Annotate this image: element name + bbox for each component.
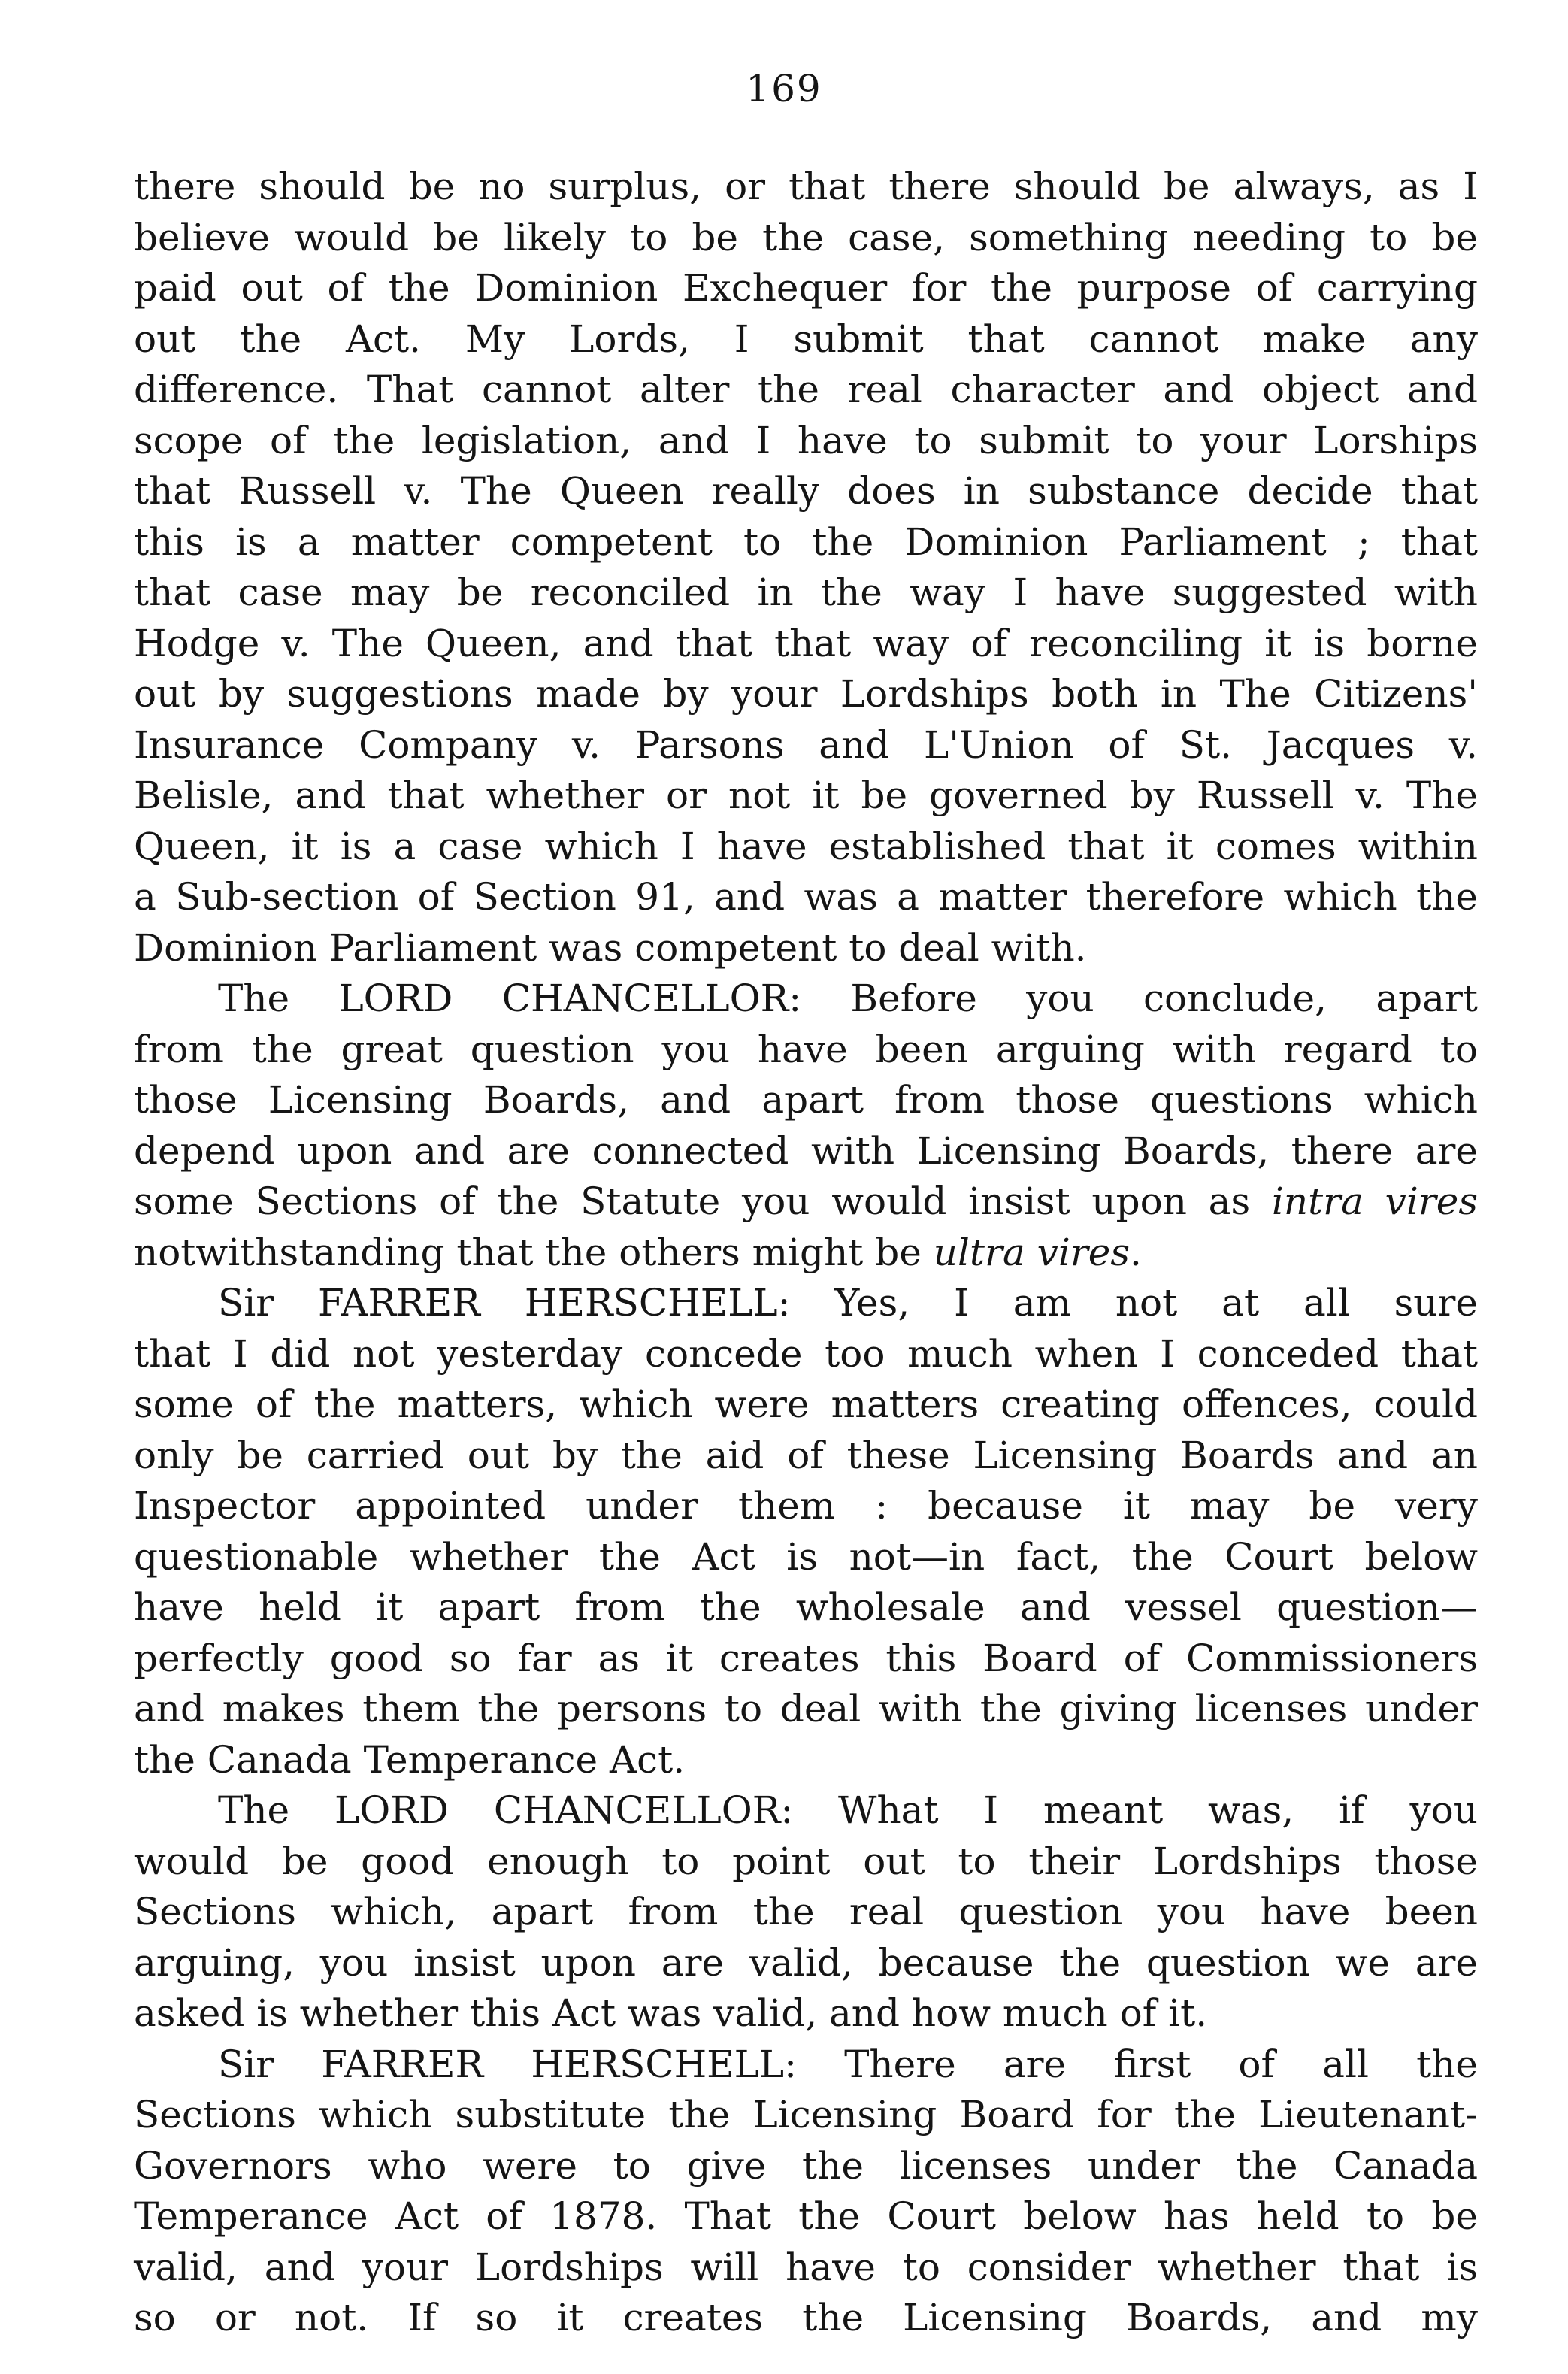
text-line: Temperance Act of 1878. That the Court below has held to be	[134, 2194, 1478, 2238]
text-line: so or not. If so it creates the Licensing Boards, and my	[134, 2296, 1478, 2339]
text-line: notwithstanding that the others might be ultra vires.	[134, 1230, 1142, 1274]
text-line: Queen, it is a case which I have established that it comes within	[134, 824, 1478, 868]
text-line: that I did not yesterday concede too much when I conceded that	[134, 1331, 1478, 1376]
text-line: the Canada Temperance Act.	[134, 1737, 686, 1782]
text-line: depend upon and are connected with Licensing Boards, there are	[134, 1128, 1478, 1173]
text-line: have held it apart from the wholesale and vessel question—	[134, 1585, 1478, 1629]
text-line: Governors who were to give the licenses under the Canada	[134, 2143, 1478, 2188]
text-line: questionable whether the Act is not—in fact, the Court below	[134, 1534, 1478, 1579]
text-line: Belisle, and that whether or not it be governed by Russell v. The	[134, 774, 1478, 817]
text-line: this is a matter competent to the Dominion Parliament ; that	[134, 519, 1478, 564]
text-line: Inspector appointed under them : because it may be very	[134, 1484, 1478, 1528]
page-number: 169	[746, 67, 822, 111]
text-line: a Sub-section of Section 91, and was a matter therefore which the	[134, 875, 1478, 919]
text-line: that case may be reconciled in the way I have suggested with	[134, 571, 1478, 614]
text-line: The LORD CHANCELLOR: What I meant was, if you	[218, 1788, 1478, 1832]
text-line: arguing, you insist upon are valid, because the question we are	[134, 1940, 1478, 1985]
text-line: those Licensing Boards, and apart from those questions which	[134, 1078, 1478, 1122]
text-line: some of the matters, which were matters creating offences, could	[134, 1382, 1478, 1426]
text-line: Sections which, apart from the real question you have been	[134, 1890, 1478, 1933]
text-line: out the Act. My Lords, I submit that cannot make any	[134, 316, 1478, 361]
text-line: scope of the legislation, and I have to submit to your Lorships	[134, 418, 1478, 462]
text-line: out by suggestions made by your Lordships both in The Citizens'	[134, 672, 1478, 716]
text-line: perfectly good so far as it creates this Board of Commissioners	[134, 1636, 1478, 1680]
text-line: only be carried out by the aid of these Licensing Boards and an	[134, 1433, 1478, 1477]
text-line: some Sections of the Statute you would insist upon as intra vires	[134, 1179, 1478, 1223]
text-line: believe would be likely to be the case, something needing to be	[134, 215, 1478, 259]
body-text	[134, 162, 1478, 2344]
text-line: that Russell v. The Queen really does in substance decide that	[134, 469, 1478, 513]
text-line: Insurance Company v. Parsons and L'Union of St. Jacques v.	[134, 722, 1478, 767]
text-line: from the great question you have been arguing with regard to	[134, 1027, 1478, 1071]
text-line: Hodge v. The Queen, and that that way of reconciling it is borne	[134, 621, 1478, 665]
text-line: would be good enough to point out to their Lordships those	[134, 1839, 1478, 1883]
text-line: and makes them the persons to deal with the giving licenses under	[134, 1687, 1478, 1731]
text-line: difference. That cannot alter the real character and object and	[134, 368, 1478, 411]
text-line: Dominion Parliament was competent to deal with.	[134, 925, 1087, 970]
text-line: Sir FARRER HERSCHELL: There are first of all the	[218, 2042, 1478, 2086]
text-line: paid out of the Dominion Exchequer for the purpose of carrying	[134, 266, 1478, 310]
text-line: there should be no surplus, or that there should be always, as I	[134, 165, 1478, 208]
text-line: The LORD CHANCELLOR: Before you conclude, apart	[218, 977, 1478, 1020]
text-line: Sections which substitute the Licensing Board for the Lieutenant-	[134, 2093, 1478, 2136]
text-line: asked is whether this Act was valid, and how much of it.	[134, 1991, 1208, 2035]
text-line: Sir FARRER HERSCHELL: Yes, I am not at all sure	[218, 1281, 1478, 1325]
text-line: valid, and your Lordships will have to consider whether that is	[134, 2245, 1478, 2289]
